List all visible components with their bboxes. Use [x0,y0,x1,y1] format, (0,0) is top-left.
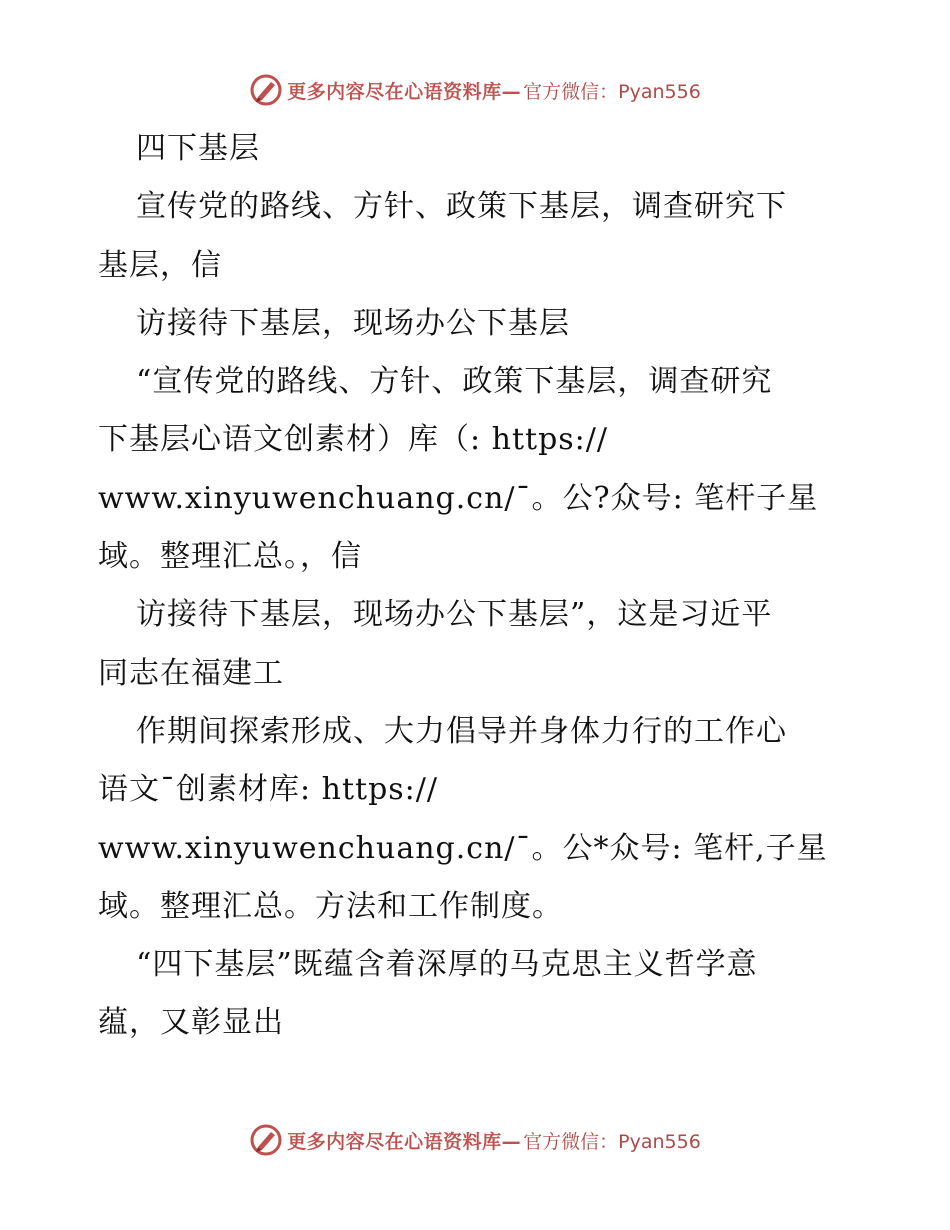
body-line: 蕴，又彰显出 [98,1005,284,1041]
body-line: 同志在福建工 [98,655,284,691]
body-line: “宣传党的路线、方针、政策下基层，调查研究 [136,364,773,400]
body-line: 访接待下基层，现场办公下基层”，这是习近平 [136,597,773,633]
body-line: 访接待下基层，现场办公下基层 [136,305,570,341]
body-line: 宣传党的路线、方针、政策下基层，调查研究下 [136,189,787,225]
body-line: “四下基层”既蕴含着深厚的马克思主义哲学意 [136,947,758,983]
page-header-banner [0,70,950,110]
footer-banner-contact: 官方微信：Pyan556 [523,1130,701,1153]
header-banner-text: 更多内容尽在心语资料库— [287,80,522,103]
body-line: 基层，信 [98,247,222,283]
body-line: 四下基层 [136,131,260,166]
pen-logo-icon [249,73,283,107]
document-body [98,120,858,1053]
body-line: 作期间探索形成、大力倡导并身体力行的工作心 [136,713,787,749]
pen-logo-icon [249,1123,283,1157]
footer-banner-text: 更多内容尽在心语资料库— [287,1130,522,1153]
body-line: www.xinyuwenchuang.cn/ˉ。公?众号: 笔杆子星 [98,480,819,516]
body-line: 域。整理汇总。，信 [98,539,362,575]
body-line: 语文ˉ创素材库: https:// [98,772,438,808]
header-banner-contact: 官方微信：Pyan556 [523,80,701,103]
body-line: www.xinyuwenchuang.cn/ˉ。公*众号: 笔杆,子星 [98,830,828,866]
body-line: 域。整理汇总。方法和工作制度。 [98,888,563,924]
body-line: 下基层心语文创素材）库（: https:// [98,422,608,458]
page-footer-banner [0,1120,950,1160]
